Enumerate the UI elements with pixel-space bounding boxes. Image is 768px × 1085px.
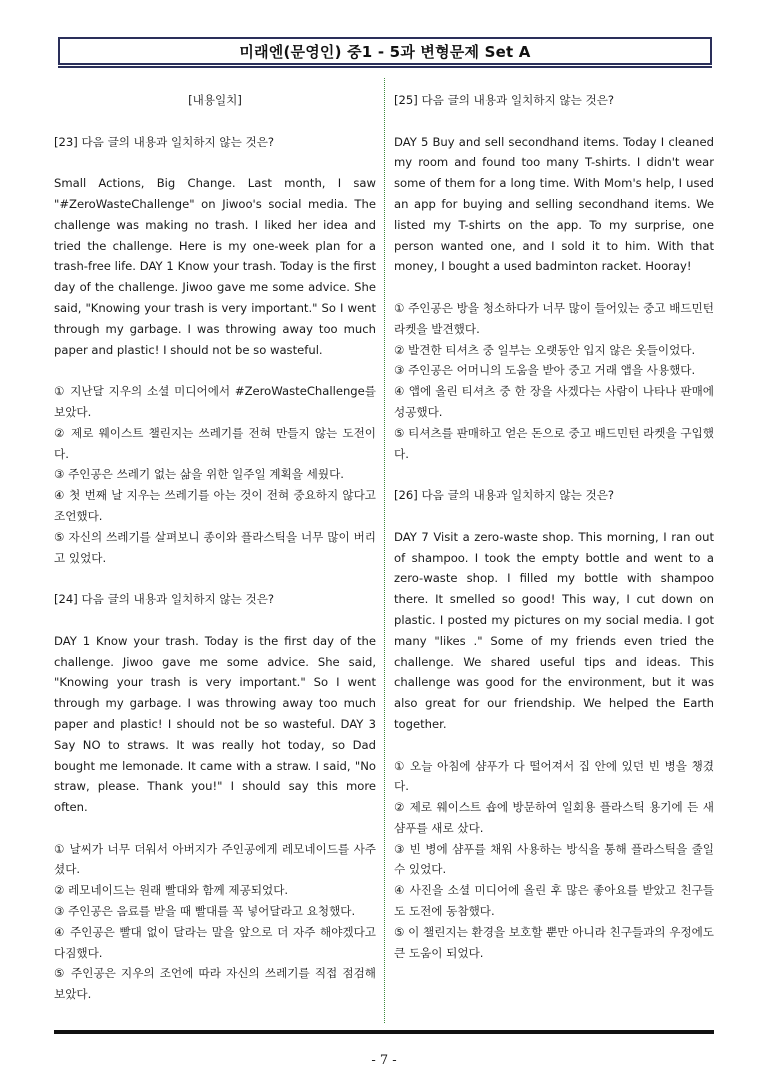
question-24-title: [24] 다음 글의 내용과 일치하지 않는 것은? bbox=[54, 592, 275, 607]
question-26-option-3: ③ 빈 병에 샴푸를 채워 사용하는 방식을 통해 플라스틱을 줄일 수 있었다. bbox=[394, 841, 714, 877]
question-23-option-3: ③ 주인공은 쓰레기 없는 삶을 위한 일주일 계획을 세웠다. bbox=[54, 467, 344, 482]
column-divider bbox=[384, 78, 385, 1023]
question-24-option-1: ① 날씨가 너무 더워서 아버지가 주인공에게 레모네이드를 사주셨다. bbox=[54, 841, 376, 877]
question-26-option-5: ⑤ 이 챌린지는 환경을 보호할 뿐만 아니라 친구들과의 우정에도 큰 도움이 되었다. bbox=[394, 924, 714, 960]
question-25-option-4: ④ 앱에 올린 티셔츠 중 한 장을 사겠다는 사람이 나타나 판매에 성공했다. bbox=[394, 384, 714, 419]
question-25-option-2: ② 발견한 티셔츠 중 일부는 오랫동안 입지 않은 옷들이었다. bbox=[394, 342, 696, 357]
page-title: 미래엔(문영인) 중1 - 5과 변형문제 Set A bbox=[239, 42, 531, 61]
question-24-option-2: ② 레모네이드는 원래 빨대와 함께 제공되었다. bbox=[54, 883, 289, 898]
question-23-option-5: ⑤ 자신의 쓰레기를 살펴보니 종이와 플라스틱을 너무 많이 버리고 있었다. bbox=[54, 529, 376, 565]
question-26-passage: DAY 7 Visit a zero-waste shop. This morning, I ran out of shampoo. I took the empty bottle and went to a zero-waste shop. I filled my bottle with shampoo there. It smelled so good! This way, I cut down on plastic. I posted my pictures on my social media. I got many "likes ." Some of my friends even tried the challenge. We shared useful tips and ideas. This challenge was good for the environment, but it was also great for our friendship. We helped the Earth together. bbox=[394, 529, 714, 731]
question-23-option-1: ① 지난달 지우의 소셜 미디어에서 #ZeroWasteChallenge를 보았다. bbox=[54, 384, 376, 419]
question-24-passage: DAY 1 Know your trash. Today is the first day of the challenge. Jiwoo gave me some advice. She said, "Knowing your trash is very important." So I went through my garbage. I was throwing away too much paper and plastic! I should not be so wasteful. DAY 3 Say NO to straws. It was really hot today, so Dad bought me lemonade. It came with a straw. I said, "No straw, please. Thank you!" I should say this more often. bbox=[54, 633, 376, 815]
footer-rule bbox=[54, 1030, 714, 1034]
question-23-passage: Small Actions, Big Change. Last month, I saw "#ZeroWasteChallenge" on Jiwoo's social media. The challenge was making no trash. I liked her idea and tried the challenge. Here is my one-week plan for a trash-free life. DAY 1 Know your trash. Today is the first day of the challenge. Jiwoo gave me some advice. She said, "Knowing your trash is very important." So I went through my garbage. I was throwing away too much paper and plastic! I should not be so wasteful. bbox=[54, 176, 376, 357]
question-23-title: [23] 다음 글의 내용과 일치하지 않는 것은? bbox=[54, 134, 275, 149]
right-column bbox=[394, 90, 714, 963]
question-25-title: [25] 다음 글의 내용과 일치하지 않는 것은? bbox=[394, 93, 615, 107]
page-number: - 7 - bbox=[371, 1053, 397, 1068]
question-26-option-2: ② 제로 웨이스트 숍에 방문하여 일회용 플라스틱 용기에 든 새 샴푸를 새로 샀다. bbox=[394, 800, 714, 835]
question-24-option-3: ③ 주인공은 음료를 받을 때 빨대를 꼭 넣어달라고 요청했다. bbox=[54, 904, 356, 919]
question-26-option-4: ④ 사진을 소셜 미디어에 올린 후 많은 좋아요를 받았고 친구들도 도전에 동참했다. bbox=[394, 883, 714, 919]
question-26-title: [26] 다음 글의 내용과 일치하지 않는 것은? bbox=[394, 488, 615, 503]
question-23-option-4: ④ 첫 번째 날 지우는 쓰레기를 아는 것이 전혀 중요하지 않다고 조언했다. bbox=[54, 488, 376, 523]
worksheet-title-box bbox=[58, 37, 712, 65]
question-25-passage: DAY 5 Buy and sell secondhand items. Today I cleaned my room and found too many T-shirts. I didn't wear some of them for a long time. With Mom's help, I used an app for buying and selling secondhand items. We listed my T-shirts on the app. To my surprise, one person wanted one, and I sold it to him. With that money, I bought a used badminton racket. Hooray! bbox=[394, 134, 714, 274]
left-column bbox=[54, 90, 376, 1005]
question-24-option-4: ④ 주인공은 빨대 없이 달라는 말을 앞으로 더 자주 해야겠다고 다짐했다. bbox=[54, 924, 376, 960]
question-24-option-5: ⑤ 주인공은 지우의 조언에 따라 자신의 쓰레기를 직접 점검해 보았다. bbox=[54, 966, 376, 1002]
question-25-option-1: ① 주인공은 방을 청소하다가 너무 많이 들어있는 중고 배드민턴 라켓을 발견했다. bbox=[394, 300, 714, 336]
question-23-option-2: ② 제로 웨이스트 챌린지는 쓰레기를 전혀 만들지 않는 도전이다. bbox=[54, 425, 376, 461]
question-26-option-1: ① 오늘 아침에 샴푸가 다 떨어져서 집 안에 있던 빈 병을 챙겼다. bbox=[394, 758, 714, 794]
section-label: [내용일치] bbox=[188, 93, 242, 107]
question-25-option-5: ⑤ 티셔츠를 판매하고 얻은 돈으로 중고 배드민턴 라켓을 구입했다. bbox=[394, 425, 714, 461]
question-25-option-3: ③ 주인공은 어머니의 도움을 받아 중고 거래 앱을 사용했다. bbox=[394, 363, 696, 378]
